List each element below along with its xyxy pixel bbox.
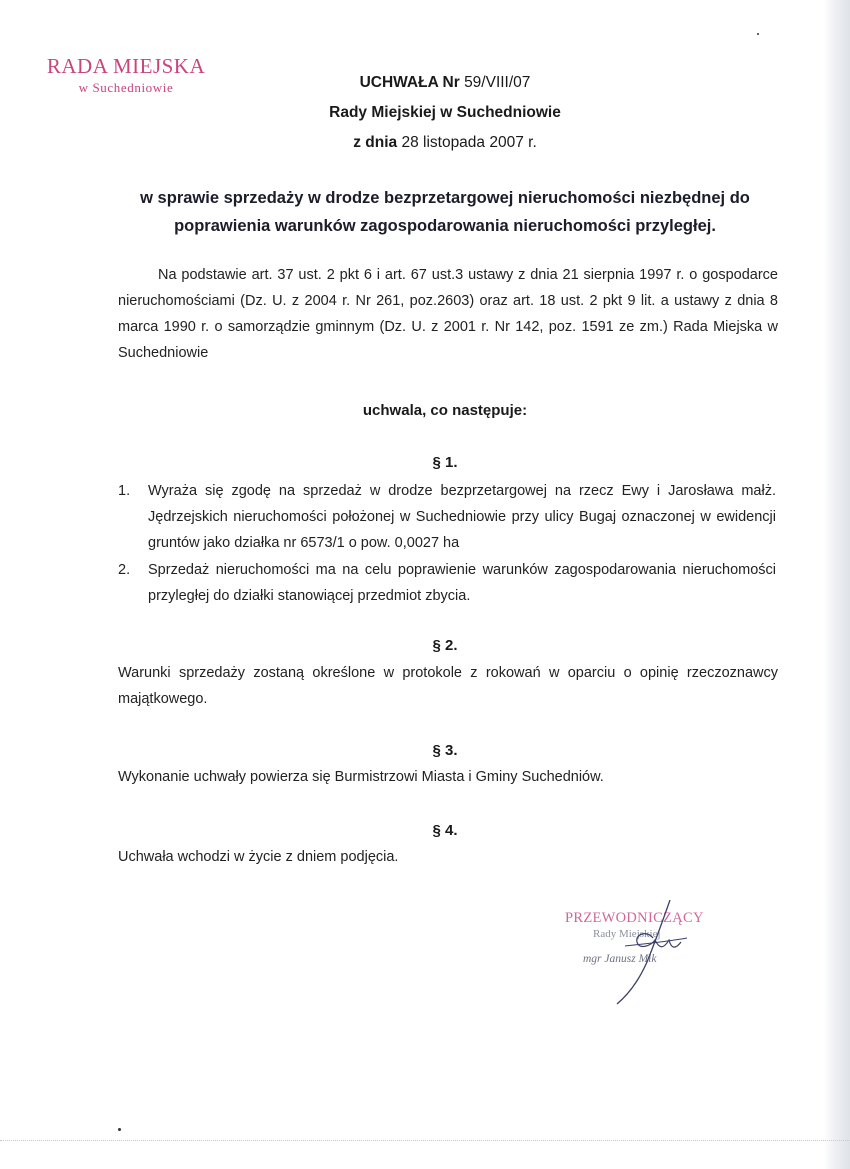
issuing-body-text: Rady Miejskiej w Suchedniowie <box>329 104 561 121</box>
decides-heading: uchwala, co następuje: <box>362 402 528 419</box>
list-item-number: 2. <box>118 562 131 578</box>
scan-edge <box>824 0 850 1169</box>
section-sign-2: § 2. <box>432 637 458 654</box>
resolution-number-value: 59/VIII/07 <box>464 74 531 91</box>
section-sign-4: § 4. <box>432 822 458 839</box>
chairman-stamp-name: mgr Janusz Mik <box>583 953 657 965</box>
scan-speck <box>118 1128 121 1131</box>
council-stamp-line2: w Suchedniowie <box>78 80 174 95</box>
chairman-stamp-subtitle: Rady Miejskiej <box>593 928 661 940</box>
resolution-date-prefix: z dnia <box>353 134 398 151</box>
handwritten-signature <box>555 900 735 1010</box>
resolution-date <box>200 134 690 152</box>
resolution-number <box>200 74 690 92</box>
section-sign-1: § 1. <box>432 454 458 471</box>
council-stamp-line1: RADA MIEJSKA <box>46 54 206 78</box>
issuing-body <box>200 104 690 122</box>
section-4-text: Uchwała wchodzi w życie z dniem podjęcia. <box>118 849 399 865</box>
section-2-text: Warunki sprzedaży zostaną określone w protokole z rokowań w oparciu o opinię rzeczoznawcy majątkowego. <box>118 665 778 707</box>
section-sign-3: § 3. <box>432 742 458 759</box>
resolution-subject: w sprawie sprzedaży w drodze bezprzetargowej nieruchomości niezbędnej do poprawienia warunków zagospodarowania nieruchomości przyległej. <box>140 189 750 235</box>
legal-basis-paragraph: Na podstawie art. 37 ust. 2 pkt 6 i art. 67 ust.3 ustawy z dnia 21 sierpnia 1997 r. o gospodarce nieruchomościami (Dz. U. z 2004 r. Nr 261, poz.2603) oraz art. 18 ust. 2 pkt 9 lit. a ustawy z dnia 8 marca 1990 r. o samorządzie gminnym (Dz. U. z 2001 r. Nr 142, poz. 1591 ze zm.) Rada Miejska w Suchedniowie <box>118 267 778 361</box>
resolution-date-value: 28 listopada 2007 r. <box>401 134 537 151</box>
list-item-text: Wyraża się zgodę na sprzedaż w drodze bezprzetargowej na rzecz Ewy i Jarosława małż. Jędrzejskich nieruchomości położonej w Suchedniowie przy ulicy Bugaj oznaczonej w ewidencji gruntów jako działka nr 6573/1 o pow. 0,0027 ha <box>148 483 776 551</box>
chairman-stamp-title: PRZEWODNICZĄCY <box>565 910 704 926</box>
list-item <box>118 557 776 609</box>
scan-speck <box>757 33 759 35</box>
resolution-number-prefix: UCHWAŁA Nr <box>359 74 460 91</box>
council-stamp <box>36 54 216 96</box>
list-item-number: 1. <box>118 483 131 499</box>
chairman-stamp <box>555 900 735 1010</box>
list-item <box>118 478 776 556</box>
scan-line <box>0 1140 850 1142</box>
section-3-text: Wykonanie uchwały powierza się Burmistrzowi Miasta i Gminy Suchedniów. <box>118 769 604 785</box>
list-item-text: Sprzedaż nieruchomości ma na celu poprawienie warunków zagospodarowania nieruchomości przyległej do działki stanowiącej przedmiot zbycia. <box>148 562 776 604</box>
